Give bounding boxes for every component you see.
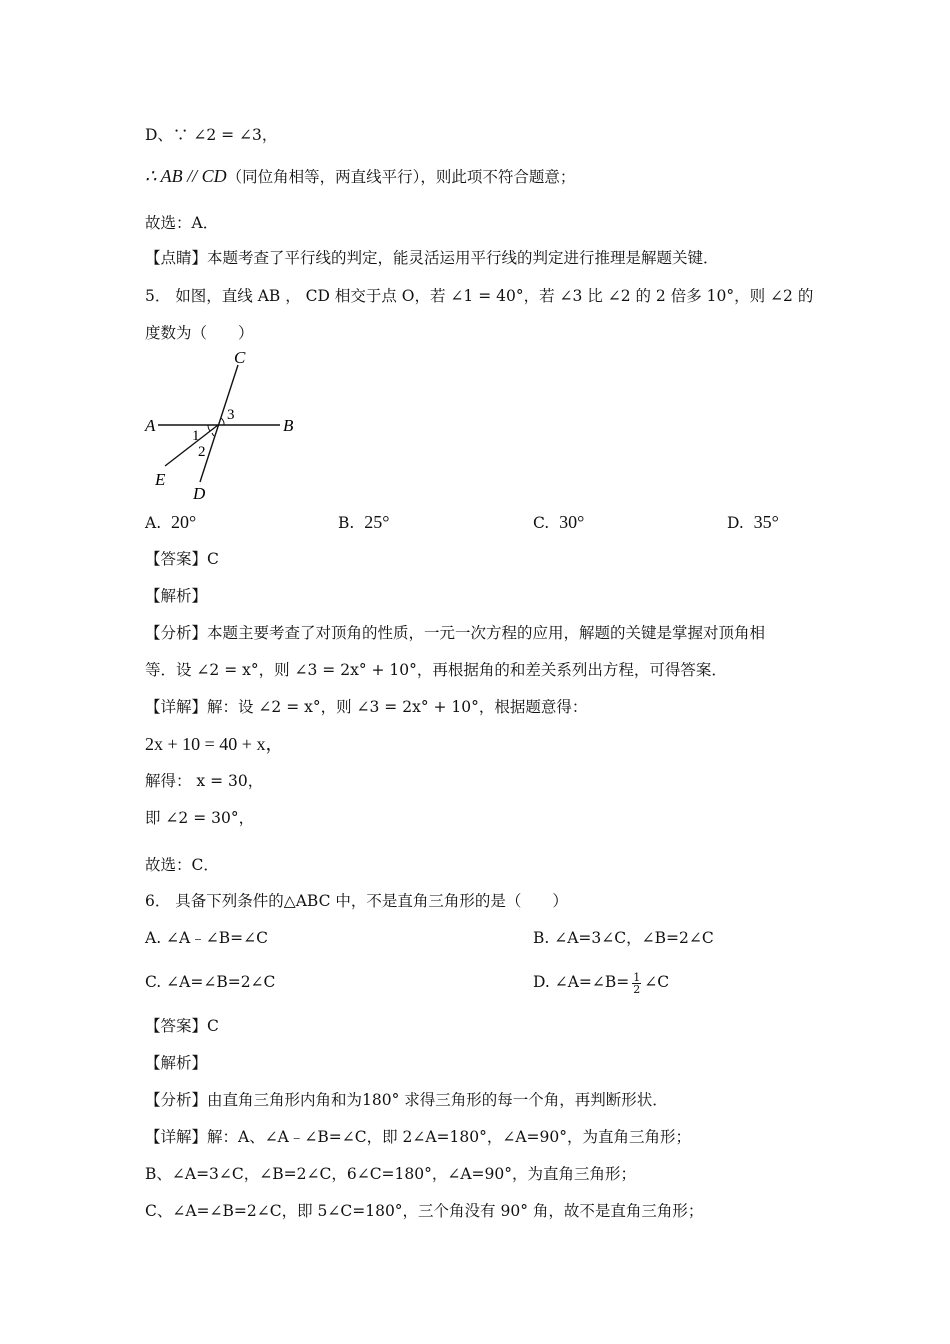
label-d: D <box>193 484 206 503</box>
line-choose-a: 故选：A． <box>145 214 219 232</box>
angle-label-1: 1 <box>192 428 200 444</box>
q5-equation: 2x + 10 = 40 + x， <box>145 734 284 754</box>
q6-xiangjie-a: 【详解】解：A、∠A﹣∠B=∠C，即 2∠A=180°，∠A=90°，为直角三角形； <box>145 1128 692 1146</box>
q5-jiexi: 【解析】 <box>145 587 208 605</box>
question-5-stem-cont: 度数为（ ） <box>145 324 254 342</box>
q5-option-d: D. 35° <box>727 512 779 532</box>
q6-option-d: D. ∠A=∠B= $\frac{1}{2}$ ∠C <box>533 970 670 996</box>
q6-option-c: C. ∠A=∠B=2∠C <box>145 973 276 991</box>
q5-result: 即 ∠2 = 30°， <box>145 809 255 827</box>
angle-label-2: 2 <box>198 444 206 460</box>
label-e: E <box>155 470 166 489</box>
q6-xiangjie-c: C、∠A=∠B=2∠C，即 5∠C=180°，三个角没有 90° 角，故不是直角三角形； <box>145 1202 704 1220</box>
label-c: C <box>234 348 246 367</box>
line-cd <box>200 365 238 482</box>
q5-fenxi: 【分析】本题主要考查了对顶角的性质，一元一次方程的应用，解题的关键是掌握对顶角相 <box>145 624 766 642</box>
q6-option-a: A. ∠A﹣∠B=∠C <box>145 929 268 947</box>
line-therefore-parallel: ∴ AB // CD（同位角相等，两直线平行），则此项不符合题意； <box>145 166 576 186</box>
angle-arc-2 <box>212 433 214 436</box>
angle-figure <box>140 348 310 504</box>
q5-answer: 【答案】C <box>145 550 219 568</box>
q6-option-b: B. ∠A=3∠C，∠B=2∠C <box>533 929 714 947</box>
angle-arc-1 <box>208 425 210 431</box>
q5-choose: 故选：C． <box>145 856 219 874</box>
q6-fenxi: 【分析】由直角三角形内角和为180° 求得三角形的每一个角，再判断形状． <box>145 1091 668 1109</box>
line-dianjing: 【点睛】本题考查了平行线的判定，能灵活运用平行线的判定进行推理是解题关键． <box>145 249 719 267</box>
angle-label-3: 3 <box>227 407 235 423</box>
q6-jiexi: 【解析】 <box>145 1054 208 1072</box>
q6-answer: 【答案】C <box>145 1017 219 1035</box>
q5-solve: 解得： x = 30， <box>145 772 264 790</box>
q5-xiangjie: 【详解】解：设 ∠2 = x°，则 ∠3 = 2x° + 10°，根据题意得： <box>145 698 588 716</box>
q5-fenxi-cont: 等．设 ∠2 = x°，则 ∠3 = 2x° + 10°，再根据角的和差关系列出方程，可得答案． <box>145 661 727 679</box>
line-d-premise: D、∵ ∠2 = ∠3， <box>145 126 278 144</box>
label-b: B <box>283 416 294 435</box>
q5-option-c: C. 30° <box>533 512 585 532</box>
fraction-one-half: $\frac{1}{2}$ <box>633 970 641 996</box>
angle-arc-3 <box>221 418 224 425</box>
label-a: A <box>145 416 156 435</box>
question-5-stem: 5． 如图，直线 AB ， CD 相交于点 O，若 ∠1 = 40°，若 ∠3 比 ∠2 的 2 倍多 10°，则 ∠2 的 <box>145 287 814 305</box>
q5-option-b: B. 25° <box>338 512 390 532</box>
q5-option-a: A. 20° <box>145 512 197 532</box>
question-6-stem: 6． 具备下列条件的△ABC 中，不是直角三角形的是（ ） <box>145 892 568 910</box>
q6-xiangjie-b: B、∠A=3∠C，∠B=2∠C，6∠C=180°，∠A=90°，为直角三角形； <box>145 1165 637 1183</box>
